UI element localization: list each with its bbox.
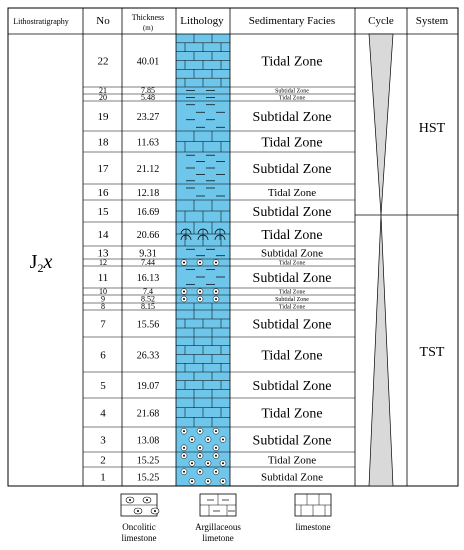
layer-row bbox=[98, 246, 324, 260]
system-tst: TST bbox=[419, 345, 445, 360]
layer-facies: Tidal Zone bbox=[261, 406, 323, 422]
layer-no: 17 bbox=[97, 163, 109, 176]
layer-thickness: 12.18 bbox=[136, 188, 160, 200]
layer-thickness: 8.52 bbox=[141, 294, 155, 304]
layer-row bbox=[98, 34, 323, 87]
header-lithology: Lithology bbox=[180, 15, 224, 27]
layer-facies: Tidal Zone bbox=[261, 54, 323, 70]
layer-thickness: 20.66 bbox=[136, 230, 160, 242]
layer-no: 3 bbox=[100, 434, 106, 447]
layer-row bbox=[98, 222, 323, 246]
layer-no: 22 bbox=[97, 55, 109, 68]
layer-row bbox=[98, 200, 332, 222]
layer-no: 1 bbox=[100, 471, 106, 484]
layer-row bbox=[98, 131, 323, 152]
layer-no: 20 bbox=[99, 92, 107, 102]
layer-no: 7 bbox=[100, 318, 106, 331]
layer-no: 8 bbox=[101, 301, 105, 311]
layer-facies: Subtidal Zone bbox=[275, 88, 309, 95]
layer-row bbox=[100, 372, 331, 398]
layer-thickness: 7.85 bbox=[141, 85, 155, 95]
layer-facies: Tidal Zone bbox=[261, 135, 323, 151]
layer-thickness: 15.56 bbox=[136, 319, 160, 331]
cycle-column bbox=[369, 34, 393, 486]
header-thickness-unit: (m) bbox=[142, 24, 154, 32]
oncolitic-limestone-icon bbox=[121, 494, 159, 516]
formation-symbol: $J_2x$ bbox=[29, 251, 53, 275]
layer-facies: Subtidal Zone bbox=[252, 161, 332, 177]
system-hst: HST bbox=[418, 121, 446, 136]
layer-facies: Tidal Zone bbox=[278, 260, 306, 267]
layer-row bbox=[100, 337, 322, 372]
layer-no: 16 bbox=[97, 187, 109, 200]
layer-facies: Tidal Zone bbox=[267, 454, 317, 467]
layer-facies: Tidal Zone bbox=[267, 186, 317, 199]
layer-thickness: 16.13 bbox=[136, 273, 160, 285]
layer-row bbox=[98, 184, 317, 200]
layer-row bbox=[100, 467, 323, 486]
layer-thickness: 13.08 bbox=[136, 435, 160, 447]
layer-row bbox=[99, 287, 305, 296]
header-system: System bbox=[415, 15, 449, 27]
layer-facies: Subtidal Zone bbox=[252, 317, 332, 333]
layer-thickness: 7.44 bbox=[141, 257, 155, 267]
header-facies: Sedimentary Facies bbox=[248, 15, 336, 27]
layer-row bbox=[100, 452, 316, 467]
layer-no: 18 bbox=[97, 136, 109, 149]
lithology-fill bbox=[176, 152, 230, 184]
layer-facies: Tidal Zone bbox=[278, 289, 306, 296]
layer-no: 15 bbox=[97, 206, 109, 219]
layer-thickness: 11.63 bbox=[136, 137, 160, 149]
layer-thickness: 21.68 bbox=[136, 408, 160, 420]
layer-facies: Subtidal Zone bbox=[252, 109, 332, 125]
header-lithostratigraphy: Lithostratigraphy bbox=[13, 17, 69, 26]
lithology-fill bbox=[176, 94, 230, 101]
layer-row bbox=[100, 398, 322, 427]
legend-label-limestone: limestone bbox=[295, 522, 331, 532]
layer-no: 12 bbox=[99, 257, 107, 267]
layer-facies: Tidal Zone bbox=[278, 304, 306, 311]
layer-facies: Subtidal Zone bbox=[260, 471, 324, 484]
layer-thickness: 15.25 bbox=[136, 455, 160, 467]
layer-facies: Tidal Zone bbox=[261, 227, 323, 243]
lithology-fill bbox=[176, 101, 230, 131]
argillaceous-limestone-icon bbox=[200, 494, 236, 516]
layer-no: 14 bbox=[97, 229, 109, 242]
lithology-fill bbox=[176, 184, 230, 200]
layer-thickness: 5.48 bbox=[141, 92, 155, 102]
legend bbox=[121, 494, 331, 516]
table-frame bbox=[8, 8, 458, 486]
legend-label-oncolitic: Oncolitic limestone bbox=[121, 522, 157, 543]
header-thickness: Thickness bbox=[131, 13, 165, 22]
formation-label bbox=[30, 251, 53, 275]
lithology-fill bbox=[176, 303, 230, 310]
layer-no: 19 bbox=[97, 111, 109, 124]
layer-row bbox=[101, 294, 309, 303]
layer-thickness: 9.31 bbox=[139, 248, 157, 260]
limestone-icon bbox=[295, 494, 331, 516]
systems-column bbox=[419, 121, 446, 360]
layer-facies: Subtidal Zone bbox=[252, 378, 332, 394]
cycle-transgressive bbox=[369, 215, 393, 486]
layer-row bbox=[98, 266, 332, 288]
lithology-fill bbox=[176, 87, 230, 94]
layer-rows bbox=[98, 34, 332, 486]
layer-no: 21 bbox=[99, 85, 107, 95]
layer-thickness: 8.15 bbox=[141, 301, 155, 311]
layer-facies: Subtidal Zone bbox=[252, 270, 332, 286]
layer-thickness: 15.25 bbox=[136, 472, 160, 484]
layer-facies: Subtidal Zone bbox=[252, 204, 332, 220]
layer-no: 9 bbox=[101, 294, 105, 304]
layer-no: 5 bbox=[100, 380, 106, 393]
layer-thickness: 7.4 bbox=[143, 286, 153, 296]
layer-facies: Subtidal Zone bbox=[275, 297, 309, 304]
layer-facies: Subtidal Zone bbox=[252, 433, 332, 449]
layer-row bbox=[98, 101, 332, 131]
layer-no: 10 bbox=[99, 286, 107, 296]
layer-thickness: 26.33 bbox=[136, 350, 160, 362]
header-no: No bbox=[96, 15, 110, 27]
layer-no: 13 bbox=[97, 247, 109, 260]
layer-no: 11 bbox=[97, 272, 109, 285]
cycle-regressive bbox=[369, 34, 393, 215]
layer-facies: Subtidal Zone bbox=[260, 247, 324, 260]
layer-row bbox=[98, 152, 332, 184]
layer-no: 4 bbox=[100, 407, 106, 420]
layer-row bbox=[100, 427, 331, 452]
layer-facies: Tidal Zone bbox=[278, 95, 306, 102]
header-cycle: Cycle bbox=[368, 15, 394, 27]
layer-thickness: 19.07 bbox=[136, 381, 160, 393]
layer-row bbox=[100, 310, 331, 337]
legend-label-argillaceous: Argillaceous limetone bbox=[195, 522, 241, 543]
layer-no: 2 bbox=[100, 454, 106, 467]
layer-thickness: 21.12 bbox=[136, 164, 160, 176]
layer-thickness: 16.69 bbox=[136, 207, 160, 219]
lithology-fill bbox=[176, 246, 230, 259]
layer-row bbox=[101, 302, 305, 311]
layer-no: 6 bbox=[100, 349, 106, 362]
layer-thickness: 23.27 bbox=[136, 112, 160, 124]
layer-facies: Tidal Zone bbox=[261, 348, 323, 364]
header-row bbox=[13, 13, 448, 32]
layer-thickness: 40.01 bbox=[136, 56, 160, 68]
